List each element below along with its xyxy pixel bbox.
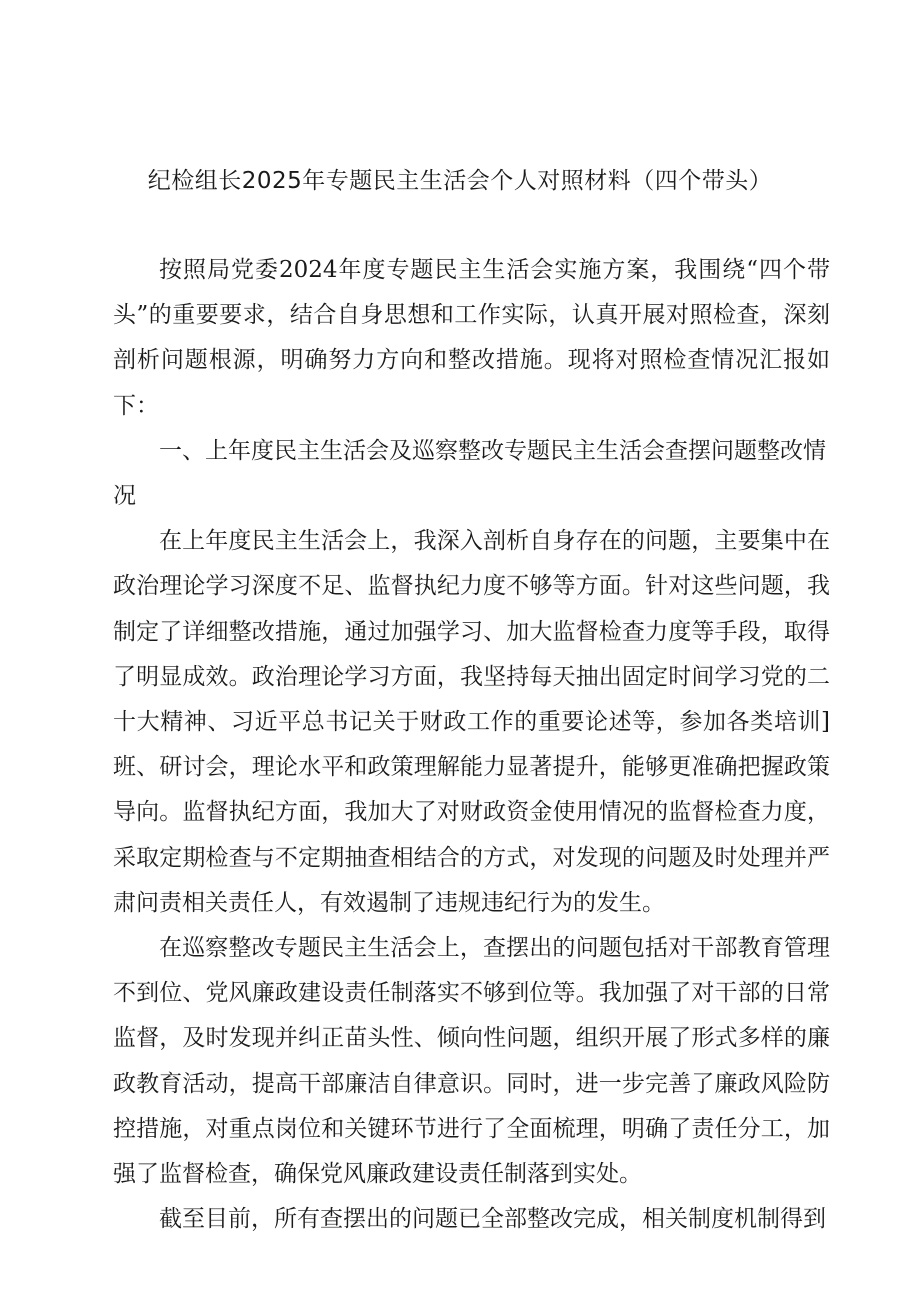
- intro-paragraph: 按照局党委2024年度专题民主生活会实施方案，我围绕“四个带头”的重要要求，结合自身思想和工作实际，认真开展对照检查，深刻剖析问题根源，明确努力方向和整改措施。现将对照检查情况汇报如下：: [113, 257, 830, 419]
- section-heading-1: 一、上年度民主生活会及巡察整改专题民主生活会查摆问题整改情况: [113, 437, 826, 510]
- body-paragraph: 在上年度民主生活会上，我深入剖析自身存在的问题，主要集中在政治理论学习深度不足、监督执纪力度不够等方面。针对这些问题，我制定了详细整改措施，通过加强学习、加大监督检查力度等手段，取得了明显成效。政治理论学习方面，我坚持每天抽出固定时间学习党的二十大精神、习近平总书记关于财政工作的重要论述等，参加各类培训]班、研讨会，理论水平和政策理解能力显著提升，能够更准确把握政策导向。监督执纪方面，我加大了对财政资金使用情况的监督检查力度，采取定期检查与不定期抽查相结合的方式，对发现的问题及时处理并严肃问责相关责任人，有效遏制了违规违纪行为的发生。: [113, 528, 830, 916]
- body-paragraph: 在巡察整改专题民主生活会上，查摆出的问题包括对干部教育管理不到位、党风廉政建设责任制落实不够到位等。我加强了对干部的日常监督，及时发现并纠正苗头性、倾向性问题，组织开展了形式多样的廉政教育活动，提高干部廉洁自律意识。同时，进一步完善了廉政风险防控措施，对重点岗位和关键环节进行了全面梳理，明确了责任分工，加强了监督检查，确保党风廉政建设责任制落到实处。: [113, 935, 830, 1188]
- body-paragraph: 截至目前，所有查摆出的问题已全部整改完成，相关制度机制得到: [159, 1206, 826, 1233]
- document-body: [113, 248, 830, 1242]
- document-title: 纪检组长2025年专题民主生活会个人对照材料（四个带头）: [147, 168, 773, 194]
